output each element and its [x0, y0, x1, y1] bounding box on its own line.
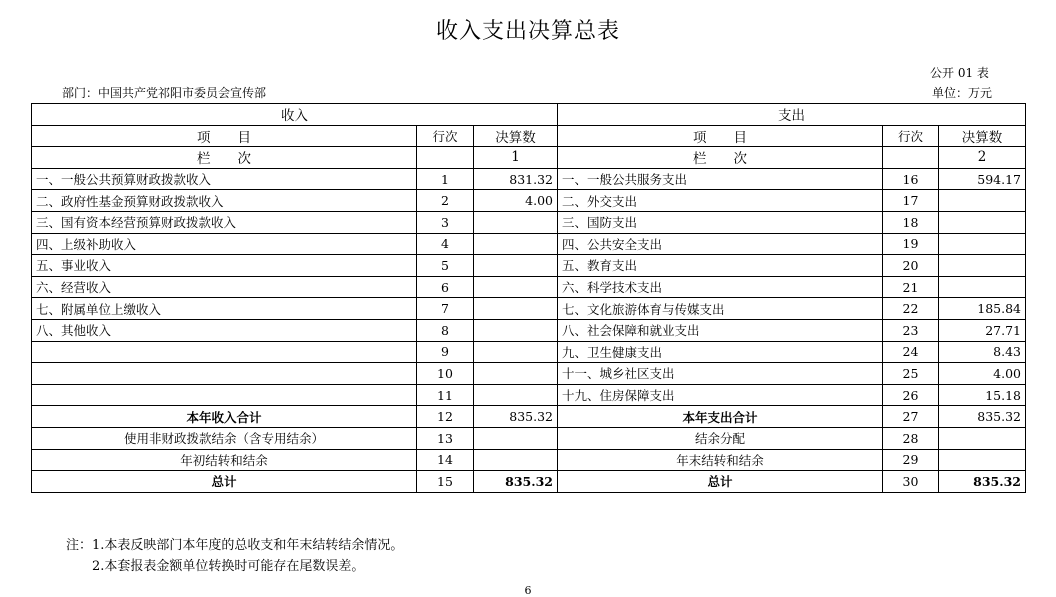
expense-row-number: 19: [883, 233, 939, 255]
expense-amount: 835.32: [939, 471, 1026, 493]
table-row: [32, 168, 1026, 190]
income-item: 年初结转和结余: [32, 449, 417, 471]
unit-label: 单位：万元: [932, 86, 993, 100]
income-row-number: 4: [417, 233, 474, 255]
expense-rowno-header: 行次: [883, 125, 939, 147]
expense-amount: 4.00: [939, 363, 1026, 385]
expense-item: 五、教育支出: [558, 255, 883, 277]
income-amount: [474, 255, 558, 277]
expense-amount: 185.84: [939, 298, 1026, 320]
income-item: 使用非财政拨款结余（含专用结余）: [32, 427, 417, 449]
table-row: [32, 341, 1026, 363]
expense-amount: [939, 190, 1026, 212]
expense-column-label: 栏 次: [558, 147, 883, 169]
expense-column-rowno-blank: [883, 147, 939, 169]
income-row-number: 15: [417, 471, 474, 493]
page-number: 6: [524, 584, 532, 597]
table-row: [32, 276, 1026, 298]
expense-amount: 8.43: [939, 341, 1026, 363]
income-item: 四、上级补助收入: [32, 233, 417, 255]
expense-item: 七、文化旅游体育与传媒支出: [558, 298, 883, 320]
note-line-1: 注：1.本表反映部门本年度的总收支和年末结转结余情况。: [66, 538, 404, 553]
income-rowno-header: 行次: [417, 125, 474, 147]
income-amount: 835.32: [474, 406, 558, 428]
income-row-number: 8: [417, 319, 474, 341]
income-column-number: 1: [474, 147, 558, 169]
income-item: 八、其他收入: [32, 319, 417, 341]
expense-item: 四、公共安全支出: [558, 233, 883, 255]
expense-row-number: 17: [883, 190, 939, 212]
income-item-header: 项 目: [32, 125, 417, 147]
income-item: 三、国有资本经营预算财政拨款收入: [32, 211, 417, 233]
table-row: [32, 363, 1026, 385]
income-amount: [474, 211, 558, 233]
expense-item: 十一、城乡社区支出: [558, 363, 883, 385]
table-row: [32, 319, 1026, 341]
expense-amount: 27.71: [939, 319, 1026, 341]
expense-item: 六、科学技术支出: [558, 276, 883, 298]
expense-row-number: 21: [883, 276, 939, 298]
income-item: 七、附属单位上缴收入: [32, 298, 417, 320]
income-section-header: 收入: [32, 104, 558, 126]
income-amount: [474, 449, 558, 471]
income-amount: [474, 233, 558, 255]
income-item: [32, 341, 417, 363]
expense-row-number: 16: [883, 168, 939, 190]
expense-row-number: 24: [883, 341, 939, 363]
page-title: 收入支出决算总表: [435, 19, 620, 44]
expense-row-number: 28: [883, 427, 939, 449]
income-item: 总计: [32, 471, 417, 493]
income-row-number: 10: [417, 363, 474, 385]
income-amount: [474, 363, 558, 385]
department-label: 部门：中国共产党祁阳市委员会宣传部: [62, 86, 267, 100]
expense-column-number: 2: [939, 147, 1026, 169]
expense-item-header: 项 目: [558, 125, 883, 147]
income-row-number: 12: [417, 406, 474, 428]
income-item: 五、事业收入: [32, 255, 417, 277]
expense-row-number: 30: [883, 471, 939, 493]
expense-amount-header: 决算数: [939, 125, 1026, 147]
expense-amount: [939, 211, 1026, 233]
income-row-number: 5: [417, 255, 474, 277]
total-row: [32, 471, 1026, 493]
income-amount: 831.32: [474, 168, 558, 190]
expense-row-number: 29: [883, 449, 939, 471]
income-amount: [474, 276, 558, 298]
income-amount: [474, 427, 558, 449]
table-row: [32, 211, 1026, 233]
expense-item: 十九、住房保障支出: [558, 384, 883, 406]
expense-item: 二、外交支出: [558, 190, 883, 212]
income-item: 本年收入合计: [32, 406, 417, 428]
expense-row-number: 23: [883, 319, 939, 341]
table-row: [32, 233, 1026, 255]
expense-item: 总计: [558, 471, 883, 493]
income-row-number: 13: [417, 427, 474, 449]
income-amount: [474, 298, 558, 320]
expense-amount: 594.17: [939, 168, 1026, 190]
income-amount: [474, 319, 558, 341]
income-row-number: 6: [417, 276, 474, 298]
income-amount: [474, 341, 558, 363]
expense-item: 年末结转和结余: [558, 449, 883, 471]
column-header-row: [32, 125, 1026, 147]
income-amount: 4.00: [474, 190, 558, 212]
notes: [66, 535, 403, 577]
expense-item: 三、国防支出: [558, 211, 883, 233]
note-line-2: 2.本套报表金额单位转换时可能存在尾数误差。: [92, 559, 365, 574]
income-amount: 835.32: [474, 471, 558, 493]
carryover-row: [32, 449, 1026, 471]
expense-row-number: 25: [883, 363, 939, 385]
expense-amount: [939, 255, 1026, 277]
income-row-number: 14: [417, 449, 474, 471]
expense-amount: [939, 233, 1026, 255]
expense-row-number: 18: [883, 211, 939, 233]
carryover-row: [32, 427, 1026, 449]
expense-row-number: 22: [883, 298, 939, 320]
expense-amount: [939, 276, 1026, 298]
section-header-row: [32, 104, 1026, 126]
income-row-number: 1: [417, 168, 474, 190]
income-amount-header: 决算数: [474, 125, 558, 147]
expense-amount: 15.18: [939, 384, 1026, 406]
expense-item: 一、一般公共服务支出: [558, 168, 883, 190]
income-amount: [474, 384, 558, 406]
expense-row-number: 26: [883, 384, 939, 406]
income-row-number: 2: [417, 190, 474, 212]
income-item: 二、政府性基金预算财政拨款收入: [32, 190, 417, 212]
expense-amount: 835.32: [939, 406, 1026, 428]
income-row-number: 11: [417, 384, 474, 406]
table-row: [32, 384, 1026, 406]
income-expense-table: [31, 103, 1026, 493]
income-row-number: 7: [417, 298, 474, 320]
expense-section-header: 支出: [558, 104, 1026, 126]
table-row: [32, 298, 1026, 320]
expense-item: 八、社会保障和就业支出: [558, 319, 883, 341]
column-number-row: [32, 147, 1026, 169]
expense-row-number: 27: [883, 406, 939, 428]
income-column-label: 栏 次: [32, 147, 417, 169]
form-number: 公开 01 表: [930, 66, 989, 80]
expense-item: 结余分配: [558, 427, 883, 449]
expense-row-number: 20: [883, 255, 939, 277]
income-column-rowno-blank: [417, 147, 474, 169]
income-item: 一、一般公共预算财政拨款收入: [32, 168, 417, 190]
income-item: 六、经营收入: [32, 276, 417, 298]
expense-item: 本年支出合计: [558, 406, 883, 428]
income-row-number: 9: [417, 341, 474, 363]
subtotal-row: [32, 406, 1026, 428]
expense-amount: [939, 427, 1026, 449]
income-item: [32, 363, 417, 385]
income-row-number: 3: [417, 211, 474, 233]
income-item: [32, 384, 417, 406]
table-row: [32, 190, 1026, 212]
expense-amount: [939, 449, 1026, 471]
expense-item: 九、卫生健康支出: [558, 341, 883, 363]
table-row: [32, 255, 1026, 277]
